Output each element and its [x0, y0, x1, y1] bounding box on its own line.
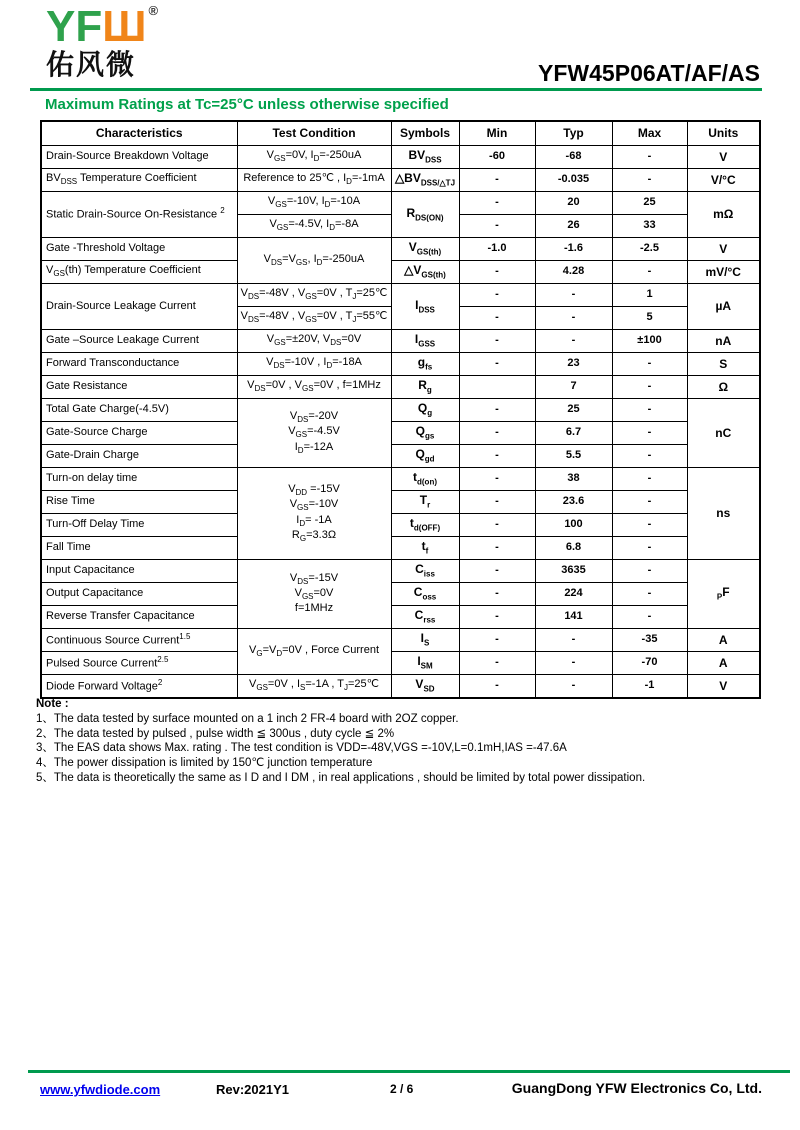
column-header: Max [612, 121, 687, 146]
symbol: $Q_{gs}$ [391, 422, 459, 445]
column-header: Typ [535, 121, 612, 146]
value: ±100 [612, 330, 687, 353]
row-characteristic: Turn-Off Delay Time [41, 514, 237, 537]
value: - [535, 629, 612, 652]
value: - [459, 399, 535, 422]
row-characteristic: Drain-Source Breakdown Voltage [41, 146, 237, 169]
table-row [41, 146, 760, 169]
table-row [41, 491, 760, 514]
value: - [612, 583, 687, 606]
value: 25 [612, 192, 687, 215]
symbol: $g_{fs}$ [391, 353, 459, 376]
test-condition: $V_{GS}=-10V$, $I_D=-10A$ [237, 192, 391, 215]
unit: nC [687, 399, 760, 468]
symbol: $R_g$ [391, 376, 459, 399]
value: - [459, 468, 535, 491]
table-row [41, 192, 760, 215]
value: -1 [612, 675, 687, 699]
table-row [41, 652, 760, 675]
value: - [612, 468, 687, 491]
row-characteristic: Reverse Transfer Capacitance [41, 606, 237, 629]
logo-yf: YF [46, 2, 103, 51]
value: 4.28 [535, 261, 612, 284]
test-condition: $V_G=V_D=0V$ , Force Current [237, 629, 391, 675]
value: 25 [535, 399, 612, 422]
logo-chinese-name: 佑风微 [46, 49, 137, 80]
row-characteristic: Gate -Threshold Voltage [41, 238, 237, 261]
value: 23.6 [535, 491, 612, 514]
logo-u-icon: Ш [102, 2, 147, 51]
row-characteristic: Turn-on delay time [41, 468, 237, 491]
unit: Ω [687, 376, 760, 399]
table-row [41, 261, 760, 284]
value: - [612, 606, 687, 629]
value: - [612, 445, 687, 468]
table-row [41, 560, 760, 583]
value: - [459, 215, 535, 238]
table-row [41, 629, 760, 652]
notes-section [36, 697, 776, 786]
value: - [459, 514, 535, 537]
note-item: 5、The data is theoretically the same as I D and I DM , in real applications , should be limited by total power dissipation. [36, 771, 646, 784]
symbol: $\triangle BV_{DSS/\triangle TJ}$ [391, 169, 459, 192]
footer-divider [28, 1070, 790, 1073]
value: 38 [535, 468, 612, 491]
table-row [41, 353, 760, 376]
value: - [612, 491, 687, 514]
row-characteristic: Gate-Drain Charge [41, 445, 237, 468]
symbol: $\triangle V_{GS(th)}$ [391, 261, 459, 284]
value: - [459, 192, 535, 215]
value: - [612, 376, 687, 399]
value: - [459, 629, 535, 652]
value: 5.5 [535, 445, 612, 468]
symbol: $R_{DS(ON)}$ [391, 192, 459, 238]
symbol: $I_{DSS}$ [391, 284, 459, 330]
row-characteristic: Input Capacitance [41, 560, 237, 583]
company-logo [46, 4, 158, 79]
value: 7 [535, 376, 612, 399]
unit: V [687, 238, 760, 261]
row-characteristic: Total Gate Charge(-4.5V) [41, 399, 237, 422]
row-characteristic: Rise Time [41, 491, 237, 514]
value: - [459, 652, 535, 675]
value: 1 [612, 284, 687, 307]
value: 141 [535, 606, 612, 629]
part-number-title: YFW45P06AT/AF/AS [538, 60, 760, 86]
symbol: $BV_{DSS}$ [391, 146, 459, 169]
test-condition: $V_{DS}=-48V$ , $V_{GS}=0V$ , $T_J=55℃$ [237, 307, 391, 330]
value: 23 [535, 353, 612, 376]
column-header: Min [459, 121, 535, 146]
symbol: $I_S$ [391, 629, 459, 652]
value: 6.8 [535, 537, 612, 560]
value [459, 376, 535, 399]
test-condition: $V_{GS}=0V$, $I_D=-250uA$ [237, 146, 391, 169]
column-header: Test Condition [237, 121, 391, 146]
unit: $_P$F [687, 560, 760, 629]
value: - [459, 169, 535, 192]
value: - [459, 675, 535, 699]
symbol: $t_f$ [391, 537, 459, 560]
value: -60 [459, 146, 535, 169]
value: - [612, 169, 687, 192]
table-row [41, 468, 760, 491]
test-condition: $V_{DD} =-15V$ $V_{GS}=-10V$ $I_D= -1A$ $R_G=3.3\Omega$ [237, 468, 391, 560]
value: - [612, 537, 687, 560]
value: - [459, 307, 535, 330]
unit: A [687, 652, 760, 675]
value: - [612, 353, 687, 376]
value: - [459, 537, 535, 560]
value: 100 [535, 514, 612, 537]
value: -1.0 [459, 238, 535, 261]
value: 6.7 [535, 422, 612, 445]
table-row [41, 606, 760, 629]
symbol: $I_{GSS}$ [391, 330, 459, 353]
value: - [612, 514, 687, 537]
test-condition: $V_{DS}=-15V$ $V_{GS}=0V$ f=1MHz [237, 560, 391, 629]
unit: µA [687, 284, 760, 330]
value: - [535, 307, 612, 330]
row-characteristic: $BV_{DSS}$ Temperature Coefficient [41, 169, 237, 192]
logo-wordmark [46, 4, 158, 49]
column-header: Characteristics [41, 121, 237, 146]
note-item: 4、The power dissipation is limited by 150℃ junction temperature [36, 757, 373, 770]
value: - [612, 560, 687, 583]
test-condition: $V_{DS}=0V$ , $V_{GS}=0V$ , f=1MHz [237, 376, 391, 399]
table-row [41, 169, 760, 192]
table-row [41, 537, 760, 560]
registered-trademark-icon: ® [148, 3, 159, 18]
value: - [535, 675, 612, 699]
section-title: Maximum Ratings at Tc=25°C unless otherwise specified [45, 96, 449, 113]
test-condition: $V_{GS}=0V$ , $I_S=-1A$ , $T_J=25℃$ [237, 675, 391, 699]
table-row [41, 583, 760, 606]
symbol: $Q_g$ [391, 399, 459, 422]
symbol: $C_{iss}$ [391, 560, 459, 583]
symbol: $t_{d(on)}$ [391, 468, 459, 491]
value: - [459, 491, 535, 514]
row-characteristic: Gate-Source Charge [41, 422, 237, 445]
unit: mΩ [687, 192, 760, 238]
value: 5 [612, 307, 687, 330]
table-row [41, 376, 760, 399]
table-row [41, 422, 760, 445]
company-name: GuangDong YFW Electronics Co, Ltd. [511, 1080, 762, 1096]
notes-title: Note : [36, 698, 69, 710]
header-divider [30, 88, 762, 91]
test-condition: $V_{GS}=-4.5V$, $I_D=-8A$ [237, 215, 391, 238]
symbol: $C_{rss}$ [391, 606, 459, 629]
table-header-row [41, 121, 760, 146]
unit: V [687, 675, 760, 699]
row-characteristic: Diode Forward Voltage$^2$ [41, 675, 237, 699]
value: -68 [535, 146, 612, 169]
value: - [459, 261, 535, 284]
symbol: $t_{d(OFF)}$ [391, 514, 459, 537]
table-row [41, 238, 760, 261]
value: - [612, 146, 687, 169]
test-condition: $V_{DS}=-48V$ , $V_{GS}=0V$ , $T_J=25℃$ [237, 284, 391, 307]
value: - [612, 261, 687, 284]
table-row [41, 330, 760, 353]
value: - [459, 284, 535, 307]
symbol: $V_{SD}$ [391, 675, 459, 699]
column-header: Symbols [391, 121, 459, 146]
row-characteristic: Forward Transconductance [41, 353, 237, 376]
symbol: $Q_{gd}$ [391, 445, 459, 468]
row-characteristic: Drain-Source Leakage Current [41, 284, 237, 330]
symbol: $C_{oss}$ [391, 583, 459, 606]
value: - [535, 330, 612, 353]
unit: V [687, 146, 760, 169]
table-row [41, 284, 760, 307]
value: -1.6 [535, 238, 612, 261]
value: -35 [612, 629, 687, 652]
value: 33 [612, 215, 687, 238]
website-link[interactable]: www.yfwdiode.com [40, 1082, 161, 1097]
value: 26 [535, 215, 612, 238]
value: - [459, 353, 535, 376]
value: - [459, 583, 535, 606]
row-characteristic: Pulsed Source Current$^{2.5}$ [41, 652, 237, 675]
unit: S [687, 353, 760, 376]
note-item: 2、The data tested by pulsed , pulse width ≦ 300us , duty cycle ≦ 2% [36, 727, 395, 740]
symbol: $I_{SM}$ [391, 652, 459, 675]
note-item: 1、The data tested by surface mounted on a 1 inch 2 FR-4 board with 2OZ copper. [36, 712, 459, 725]
symbol: $T_r$ [391, 491, 459, 514]
unit: nA [687, 330, 760, 353]
row-characteristic: Gate –Source Leakage Current [41, 330, 237, 353]
row-characteristic: Static Drain-Source On-Resistance $^2$ [41, 192, 237, 238]
value: - [612, 399, 687, 422]
value: -0.035 [535, 169, 612, 192]
row-characteristic: Fall Time [41, 537, 237, 560]
value: - [459, 606, 535, 629]
row-characteristic: Gate Resistance [41, 376, 237, 399]
test-condition: $V_{DS}=-20V$ $V_{GS}=-4.5V$ $I_D=-12A$ [237, 399, 391, 468]
unit: mV/°C [687, 261, 760, 284]
column-header: Units [687, 121, 760, 146]
revision-label: Rev:2021Y1 [216, 1082, 289, 1097]
test-condition: $V_{DS}=-10V$ , $I_D=-18A$ [237, 353, 391, 376]
table-row [41, 514, 760, 537]
value: - [459, 445, 535, 468]
table-row [41, 445, 760, 468]
value: 224 [535, 583, 612, 606]
value: - [612, 422, 687, 445]
value: - [459, 560, 535, 583]
value: - [535, 652, 612, 675]
row-characteristic: $V_{GS}(th)$ Temperature Coefficient [41, 261, 237, 284]
note-item: 3、The EAS data shows Max. rating . The test condition is VDD=-48V,VGS =-10V,L=0.1mH,IAS =-47.6A [36, 742, 567, 755]
unit: ns [687, 468, 760, 560]
row-characteristic: Continuous Source Current$^{1.5}$ [41, 629, 237, 652]
value: 3635 [535, 560, 612, 583]
value: - [535, 284, 612, 307]
value: - [459, 330, 535, 353]
page-number: 2 / 6 [390, 1082, 414, 1096]
value: -70 [612, 652, 687, 675]
maximum-ratings-table [40, 120, 761, 699]
unit: V/°C [687, 169, 760, 192]
value: 20 [535, 192, 612, 215]
table-row [41, 675, 760, 699]
table-row [41, 399, 760, 422]
symbol: $V_{GS(th)}$ [391, 238, 459, 261]
unit: A [687, 629, 760, 652]
test-condition: $V_{DS}=V_{GS}$, $I_D=-250uA$ [237, 238, 391, 284]
row-characteristic: Output Capacitance [41, 583, 237, 606]
value: -2.5 [612, 238, 687, 261]
test-condition: Reference to 25℃ , $I_D=-1mA$ [237, 169, 391, 192]
test-condition: $V_{GS}=\pm 20V$, $V_{DS}=0V$ [237, 330, 391, 353]
value: - [459, 422, 535, 445]
